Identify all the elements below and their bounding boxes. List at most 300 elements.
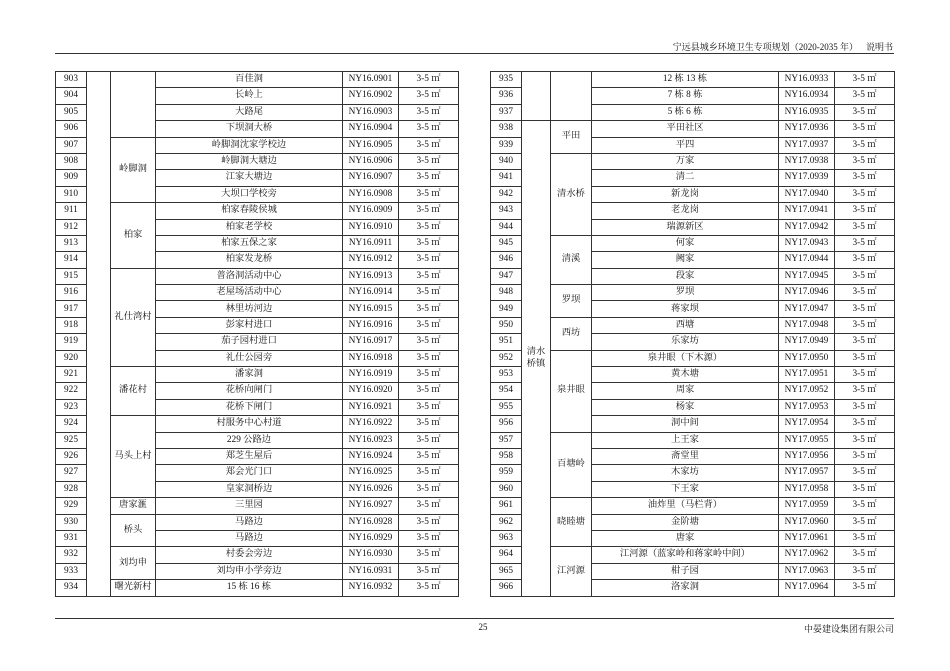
location-cell: 金阶塘 xyxy=(592,514,779,530)
capacity-cell: 3-5 ㎡ xyxy=(399,367,459,383)
row-number: 948 xyxy=(491,285,522,301)
code-cell: NY17.0938 xyxy=(779,153,835,169)
village-cell: 泉井眼 xyxy=(551,350,592,432)
row-number: 966 xyxy=(491,580,522,596)
capacity-cell: 3-5 ㎡ xyxy=(399,186,459,202)
capacity-cell: 3-5 ㎡ xyxy=(835,301,895,317)
row-number: 939 xyxy=(491,137,522,153)
code-cell: NY16.0911 xyxy=(343,235,399,251)
location-cell: 黄木塘 xyxy=(592,367,779,383)
table-row xyxy=(491,432,895,448)
row-number: 932 xyxy=(56,547,87,563)
location-cell: 阙家 xyxy=(592,252,779,268)
row-number: 908 xyxy=(56,153,87,169)
capacity-cell: 3-5 ㎡ xyxy=(399,219,459,235)
code-cell: NY16.0902 xyxy=(343,88,399,104)
row-number: 904 xyxy=(56,88,87,104)
row-number: 905 xyxy=(56,104,87,120)
capacity-cell: 3-5 ㎡ xyxy=(835,547,895,563)
code-cell: NY16.0929 xyxy=(343,530,399,546)
row-number: 949 xyxy=(491,301,522,317)
capacity-cell: 3-5 ㎡ xyxy=(399,252,459,268)
location-cell: 百佳洞 xyxy=(156,72,343,88)
capacity-cell: 3-5 ㎡ xyxy=(835,498,895,514)
table-body xyxy=(56,72,459,597)
code-cell: NY16.0908 xyxy=(343,186,399,202)
code-cell: NY17.0944 xyxy=(779,252,835,268)
code-cell: NY17.0951 xyxy=(779,367,835,383)
capacity-cell: 3-5 ㎡ xyxy=(835,399,895,415)
location-cell: 大路尾 xyxy=(156,104,343,120)
footer-rule xyxy=(55,618,894,619)
village-cell: 岭脚洞 xyxy=(111,137,156,203)
row-number: 922 xyxy=(56,383,87,399)
location-cell: 唐家 xyxy=(592,530,779,546)
table-row xyxy=(491,235,895,251)
code-cell: NY16.0906 xyxy=(343,153,399,169)
code-cell: NY16.0901 xyxy=(343,72,399,88)
village-cell: 百塘岭 xyxy=(551,432,592,498)
village-cell: 柏家 xyxy=(111,203,156,269)
code-cell: NY16.0933 xyxy=(779,72,835,88)
row-number: 938 xyxy=(491,121,522,137)
code-cell: NY16.0910 xyxy=(343,219,399,235)
capacity-cell: 3-5 ㎡ xyxy=(835,153,895,169)
location-cell: 彭家村进口 xyxy=(156,317,343,333)
table-row xyxy=(491,547,895,563)
capacity-cell: 3-5 ㎡ xyxy=(399,268,459,284)
table-row xyxy=(491,498,895,514)
row-number: 962 xyxy=(491,514,522,530)
code-cell: NY16.0926 xyxy=(343,481,399,497)
capacity-cell: 3-5 ㎡ xyxy=(399,465,459,481)
code-cell: NY17.0945 xyxy=(779,268,835,284)
row-number: 918 xyxy=(56,317,87,333)
table-row xyxy=(491,121,895,137)
row-number: 903 xyxy=(56,72,87,88)
location-cell: 下王家 xyxy=(592,481,779,497)
table-row xyxy=(56,203,459,219)
capacity-cell: 3-5 ㎡ xyxy=(835,170,895,186)
table-row xyxy=(56,268,459,284)
village-cell xyxy=(551,72,592,121)
row-number: 913 xyxy=(56,235,87,251)
code-cell: NY16.0932 xyxy=(343,580,399,596)
code-cell: NY17.0950 xyxy=(779,350,835,366)
location-cell: 油炸里（马栏背） xyxy=(592,498,779,514)
capacity-cell: 3-5 ㎡ xyxy=(835,350,895,366)
location-cell: 瑞源新区 xyxy=(592,219,779,235)
capacity-cell: 3-5 ㎡ xyxy=(399,399,459,415)
location-cell: 周家 xyxy=(592,383,779,399)
code-cell: NY17.0949 xyxy=(779,334,835,350)
location-cell: 罗坝 xyxy=(592,285,779,301)
table-row xyxy=(491,350,895,366)
capacity-cell: 3-5 ㎡ xyxy=(835,530,895,546)
capacity-cell: 3-5 ㎡ xyxy=(835,285,895,301)
location-cell: 茄子园村进口 xyxy=(156,334,343,350)
row-number: 963 xyxy=(491,530,522,546)
capacity-cell: 3-5 ㎡ xyxy=(399,317,459,333)
village-cell: 桥头 xyxy=(111,514,156,547)
capacity-cell: 3-5 ㎡ xyxy=(835,268,895,284)
location-cell: 柏家五保之家 xyxy=(156,235,343,251)
location-cell: 柑子园 xyxy=(592,563,779,579)
location-cell: 西塘 xyxy=(592,317,779,333)
row-number: 965 xyxy=(491,563,522,579)
location-cell: 村委会旁边 xyxy=(156,547,343,563)
location-cell: 礼仕公园旁 xyxy=(156,350,343,366)
row-number: 958 xyxy=(491,448,522,464)
capacity-cell: 3-5 ㎡ xyxy=(835,432,895,448)
location-cell: 郑会光门口 xyxy=(156,465,343,481)
capacity-cell: 3-5 ㎡ xyxy=(399,121,459,137)
capacity-cell: 3-5 ㎡ xyxy=(399,563,459,579)
table-row xyxy=(491,72,895,88)
row-number: 946 xyxy=(491,252,522,268)
location-cell: 15 栋 16 栋 xyxy=(156,580,343,596)
capacity-cell: 3-5 ㎡ xyxy=(399,170,459,186)
row-number: 936 xyxy=(491,88,522,104)
code-cell: NY16.0921 xyxy=(343,399,399,415)
capacity-cell: 3-5 ㎡ xyxy=(399,350,459,366)
facility-table-right xyxy=(490,71,895,597)
location-cell: 下坝洞大桥 xyxy=(156,121,343,137)
location-cell: 马路边 xyxy=(156,530,343,546)
row-number: 950 xyxy=(491,317,522,333)
row-number: 934 xyxy=(56,580,87,596)
location-cell: 柏家春陵侯城 xyxy=(156,203,343,219)
town-cell xyxy=(522,72,551,121)
code-cell: NY17.0964 xyxy=(779,580,835,596)
capacity-cell: 3-5 ㎡ xyxy=(835,252,895,268)
location-cell: 乐家坊 xyxy=(592,334,779,350)
row-number: 951 xyxy=(491,334,522,350)
location-cell: 潘家洞 xyxy=(156,367,343,383)
row-number: 920 xyxy=(56,350,87,366)
village-cell: 平田 xyxy=(551,121,592,154)
capacity-cell: 3-5 ㎡ xyxy=(399,514,459,530)
code-cell: NY16.0927 xyxy=(343,498,399,514)
row-number: 935 xyxy=(491,72,522,88)
code-cell: NY17.0942 xyxy=(779,219,835,235)
row-number: 907 xyxy=(56,137,87,153)
capacity-cell: 3-5 ㎡ xyxy=(399,547,459,563)
location-cell: 老屋场活动中心 xyxy=(156,285,343,301)
location-cell: 平四 xyxy=(592,137,779,153)
code-cell: NY16.0905 xyxy=(343,137,399,153)
town-cell xyxy=(87,72,111,597)
code-cell: NY16.0914 xyxy=(343,285,399,301)
village-cell: 曙光新村 xyxy=(111,580,156,596)
capacity-cell: 3-5 ㎡ xyxy=(835,416,895,432)
row-number: 959 xyxy=(491,465,522,481)
code-cell: NY16.0928 xyxy=(343,514,399,530)
code-cell: NY16.0923 xyxy=(343,432,399,448)
capacity-cell: 3-5 ㎡ xyxy=(399,301,459,317)
code-cell: NY17.0948 xyxy=(779,317,835,333)
location-cell: 万家 xyxy=(592,153,779,169)
row-number: 964 xyxy=(491,547,522,563)
capacity-cell: 3-5 ㎡ xyxy=(399,104,459,120)
company-name: 中晏建设集团有限公司 xyxy=(803,624,894,634)
code-cell: NY17.0946 xyxy=(779,285,835,301)
row-number: 912 xyxy=(56,219,87,235)
code-cell: NY16.0912 xyxy=(343,252,399,268)
code-cell: NY16.0917 xyxy=(343,334,399,350)
row-number: 928 xyxy=(56,481,87,497)
capacity-cell: 3-5 ㎡ xyxy=(835,383,895,399)
code-cell: NY16.0922 xyxy=(343,416,399,432)
table-row xyxy=(56,416,459,432)
table-row xyxy=(491,153,895,169)
location-cell: 花桥下闸门 xyxy=(156,399,343,415)
location-cell: 段家 xyxy=(592,268,779,284)
code-cell: NY16.0903 xyxy=(343,104,399,120)
code-cell: NY16.0919 xyxy=(343,367,399,383)
document-type: 说明书 xyxy=(865,42,893,52)
village-cell: 西坊 xyxy=(551,317,592,350)
capacity-cell: 3-5 ㎡ xyxy=(835,88,895,104)
row-number: 927 xyxy=(56,465,87,481)
table-row xyxy=(56,367,459,383)
location-cell: 刘均申小学旁边 xyxy=(156,563,343,579)
location-cell: 洛家洞 xyxy=(592,580,779,596)
location-cell: 229 公路边 xyxy=(156,432,343,448)
location-cell: 12 栋 13 栋 xyxy=(592,72,779,88)
location-cell: 林里坊河边 xyxy=(156,301,343,317)
capacity-cell: 3-5 ㎡ xyxy=(399,481,459,497)
capacity-cell: 3-5 ㎡ xyxy=(835,317,895,333)
capacity-cell: 3-5 ㎡ xyxy=(835,186,895,202)
location-cell: 大坝口学校旁 xyxy=(156,186,343,202)
location-cell: 江河源（蓝家岭和蒋家岭中间） xyxy=(592,547,779,563)
code-cell: NY16.0904 xyxy=(343,121,399,137)
code-cell: NY17.0952 xyxy=(779,383,835,399)
village-cell: 罗坝 xyxy=(551,285,592,318)
code-cell: NY17.0958 xyxy=(779,481,835,497)
village-cell: 清溪 xyxy=(551,235,592,284)
location-cell: 三里园 xyxy=(156,498,343,514)
row-number: 929 xyxy=(56,498,87,514)
row-number: 921 xyxy=(56,367,87,383)
code-cell: NY17.0954 xyxy=(779,416,835,432)
code-cell: NY17.0943 xyxy=(779,235,835,251)
capacity-cell: 3-5 ㎡ xyxy=(399,334,459,350)
capacity-cell: 3-5 ㎡ xyxy=(399,285,459,301)
row-number: 957 xyxy=(491,432,522,448)
village-cell: 刘均申 xyxy=(111,547,156,580)
code-cell: NY17.0937 xyxy=(779,137,835,153)
code-cell: NY17.0961 xyxy=(779,530,835,546)
capacity-cell: 3-5 ㎡ xyxy=(835,219,895,235)
location-cell: 新龙岗 xyxy=(592,186,779,202)
location-cell: 柏家老学校 xyxy=(156,219,343,235)
location-cell: 上王家 xyxy=(592,432,779,448)
capacity-cell: 3-5 ㎡ xyxy=(835,203,895,219)
village-cell xyxy=(111,72,156,138)
facility-table-left xyxy=(55,71,459,597)
row-number: 954 xyxy=(491,383,522,399)
capacity-cell: 3-5 ㎡ xyxy=(835,72,895,88)
location-cell: 柏家发龙桥 xyxy=(156,252,343,268)
table-body xyxy=(491,72,895,597)
capacity-cell: 3-5 ㎡ xyxy=(835,367,895,383)
location-cell: 花桥向闸门 xyxy=(156,383,343,399)
capacity-cell: 3-5 ㎡ xyxy=(835,137,895,153)
location-cell: 马路边 xyxy=(156,514,343,530)
location-cell: 泉井眼（下木源） xyxy=(592,350,779,366)
row-number: 955 xyxy=(491,399,522,415)
code-cell: NY16.0934 xyxy=(779,88,835,104)
row-number: 924 xyxy=(56,416,87,432)
row-number: 911 xyxy=(56,203,87,219)
row-number: 916 xyxy=(56,285,87,301)
code-cell: NY17.0940 xyxy=(779,186,835,202)
village-cell: 江河源 xyxy=(551,547,592,596)
table-row xyxy=(56,547,459,563)
code-cell: NY16.0930 xyxy=(343,547,399,563)
location-cell: 郑芝生屋后 xyxy=(156,448,343,464)
location-cell: 岭脚洞沈家学校边 xyxy=(156,137,343,153)
capacity-cell: 3-5 ㎡ xyxy=(835,514,895,530)
row-number: 956 xyxy=(491,416,522,432)
code-cell: NY16.0918 xyxy=(343,350,399,366)
capacity-cell: 3-5 ㎡ xyxy=(835,235,895,251)
row-number: 953 xyxy=(491,367,522,383)
code-cell: NY17.0957 xyxy=(779,465,835,481)
capacity-cell: 3-5 ㎡ xyxy=(399,88,459,104)
capacity-cell: 3-5 ㎡ xyxy=(399,530,459,546)
village-cell: 晓睦塘 xyxy=(551,498,592,547)
row-number: 943 xyxy=(491,203,522,219)
capacity-cell: 3-5 ㎡ xyxy=(399,203,459,219)
row-number: 937 xyxy=(491,104,522,120)
town-cell: 清水桥镇 xyxy=(522,121,551,596)
village-cell: 清水桥 xyxy=(551,153,592,235)
location-cell: 皇家洞桥边 xyxy=(156,481,343,497)
row-number: 944 xyxy=(491,219,522,235)
code-cell: NY16.0935 xyxy=(779,104,835,120)
code-cell: NY17.0963 xyxy=(779,563,835,579)
row-number: 923 xyxy=(56,399,87,415)
capacity-cell: 3-5 ㎡ xyxy=(399,383,459,399)
page-number: 25 xyxy=(478,622,488,632)
row-number: 952 xyxy=(491,350,522,366)
row-number: 930 xyxy=(56,514,87,530)
capacity-cell: 3-5 ㎡ xyxy=(835,448,895,464)
code-cell: NY17.0960 xyxy=(779,514,835,530)
code-cell: NY16.0925 xyxy=(343,465,399,481)
capacity-cell: 3-5 ㎡ xyxy=(399,153,459,169)
location-cell: 何家 xyxy=(592,235,779,251)
row-number: 933 xyxy=(56,563,87,579)
row-number: 940 xyxy=(491,153,522,169)
capacity-cell: 3-5 ㎡ xyxy=(399,416,459,432)
capacity-cell: 3-5 ㎡ xyxy=(835,121,895,137)
location-cell: 7 栋 8 栋 xyxy=(592,88,779,104)
code-cell: NY16.0913 xyxy=(343,268,399,284)
capacity-cell: 3-5 ㎡ xyxy=(399,72,459,88)
capacity-cell: 3-5 ㎡ xyxy=(399,235,459,251)
row-number: 914 xyxy=(56,252,87,268)
table-row xyxy=(56,514,459,530)
row-number: 910 xyxy=(56,186,87,202)
location-cell: 清二 xyxy=(592,170,779,186)
code-cell: NY17.0956 xyxy=(779,448,835,464)
code-cell: NY16.0909 xyxy=(343,203,399,219)
row-number: 931 xyxy=(56,530,87,546)
row-number: 961 xyxy=(491,498,522,514)
capacity-cell: 3-5 ㎡ xyxy=(835,481,895,497)
location-cell: 村服务中心村道 xyxy=(156,416,343,432)
row-number: 909 xyxy=(56,170,87,186)
code-cell: NY17.0939 xyxy=(779,170,835,186)
capacity-cell: 3-5 ㎡ xyxy=(835,563,895,579)
row-number: 919 xyxy=(56,334,87,350)
village-cell: 唐家滙 xyxy=(111,498,156,514)
capacity-cell: 3-5 ㎡ xyxy=(399,498,459,514)
capacity-cell: 3-5 ㎡ xyxy=(835,465,895,481)
code-cell: NY17.0962 xyxy=(779,547,835,563)
row-number: 942 xyxy=(491,186,522,202)
location-cell: 洞中间 xyxy=(592,416,779,432)
capacity-cell: 3-5 ㎡ xyxy=(399,432,459,448)
capacity-cell: 3-5 ㎡ xyxy=(399,448,459,464)
capacity-cell: 3-5 ㎡ xyxy=(835,334,895,350)
capacity-cell: 3-5 ㎡ xyxy=(399,580,459,596)
location-cell: 老龙岗 xyxy=(592,203,779,219)
table-row xyxy=(56,137,459,153)
code-cell: NY17.0936 xyxy=(779,121,835,137)
code-cell: NY16.0920 xyxy=(343,383,399,399)
code-cell: NY17.0947 xyxy=(779,301,835,317)
village-cell: 潘花村 xyxy=(111,367,156,416)
row-number: 915 xyxy=(56,268,87,284)
table-row xyxy=(56,580,459,596)
table-row xyxy=(56,498,459,514)
location-cell: 普洛洞活动中心 xyxy=(156,268,343,284)
location-cell: 江家大塘边 xyxy=(156,170,343,186)
code-cell: NY17.0955 xyxy=(779,432,835,448)
village-cell: 马头上村 xyxy=(111,416,156,498)
location-cell: 岭脚洞大塘边 xyxy=(156,153,343,169)
header-rule xyxy=(55,53,894,54)
location-cell: 杨家 xyxy=(592,399,779,415)
location-cell: 木家坊 xyxy=(592,465,779,481)
row-number: 960 xyxy=(491,481,522,497)
row-number: 926 xyxy=(56,448,87,464)
code-cell: NY16.0916 xyxy=(343,317,399,333)
code-cell: NY16.0907 xyxy=(343,170,399,186)
location-cell: 平田社区 xyxy=(592,121,779,137)
code-cell: NY16.0931 xyxy=(343,563,399,579)
document-title: 宁远县城乡环境卫生专项规划（2020-2035 年） xyxy=(672,42,858,52)
row-number: 925 xyxy=(56,432,87,448)
location-cell: 5 栋 6 栋 xyxy=(592,104,779,120)
location-cell: 蒋家坝 xyxy=(592,301,779,317)
table-row xyxy=(491,317,895,333)
row-number: 947 xyxy=(491,268,522,284)
row-number: 941 xyxy=(491,170,522,186)
table-row xyxy=(56,72,459,88)
code-cell: NY17.0953 xyxy=(779,399,835,415)
row-number: 945 xyxy=(491,235,522,251)
location-cell: 斋堂里 xyxy=(592,448,779,464)
code-cell: NY17.0941 xyxy=(779,203,835,219)
code-cell: NY16.0924 xyxy=(343,448,399,464)
capacity-cell: 3-5 ㎡ xyxy=(835,580,895,596)
